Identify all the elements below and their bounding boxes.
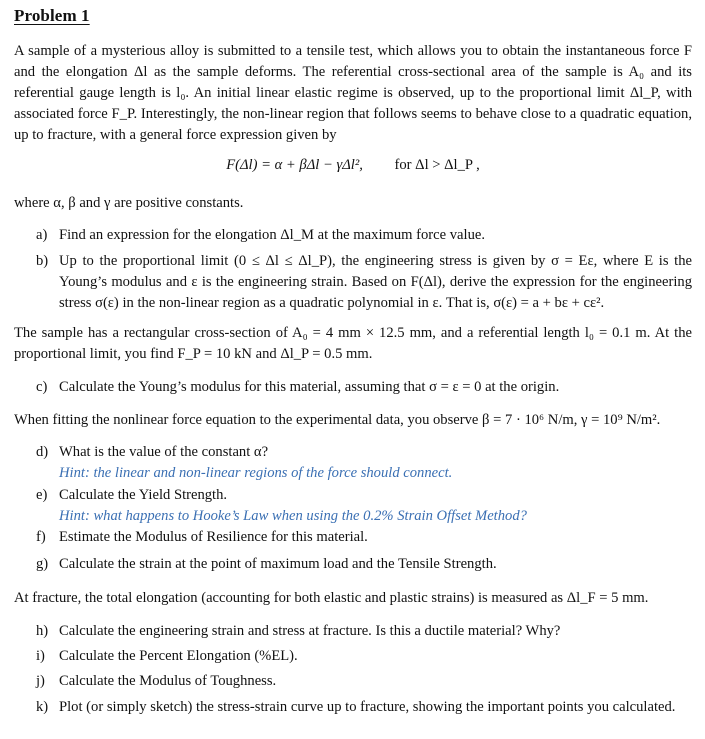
question-text: Calculate the Modulus of Toughness. <box>59 673 277 689</box>
question-body: What is the value of the constant α? <box>59 444 269 460</box>
hint-text: Hint: what happens to Hooke’s Law when using the 0.2% Strain Offset Method? <box>59 508 527 524</box>
sample-paragraph: The sample has a rectangular cross-section of A₀ = 4 mm × 12.5 mm, and a referential length l₀ = 0.1 m. At the proportional limit, you find F_P = 10 kN and Δl_P = 0.5 mm. <box>14 325 692 362</box>
question-text <box>59 442 692 484</box>
question-label: j) <box>36 673 45 689</box>
question-label: a) <box>36 227 48 243</box>
question-text: Find an expression for the elongation Δl_M at the maximum force value. <box>59 227 486 243</box>
question-text: Calculate the Young’s modulus for this material, assuming that σ = ε = 0 at the origin. <box>59 379 560 395</box>
question-label: h) <box>36 623 49 639</box>
force-equation <box>14 157 692 174</box>
question-label: k) <box>36 699 49 715</box>
constants-note: where α, β and γ are positive constants. <box>14 195 244 211</box>
question-body: Calculate the Yield Strength. <box>59 487 228 503</box>
question-label: c) <box>36 379 48 395</box>
question-text: Calculate the strain at the point of maximum load and the Tensile Strength. <box>59 556 497 572</box>
equation-text: F(Δl) = α + βΔl − γΔl², <box>226 157 363 173</box>
equation-condition: for Δl > Δl_P , <box>394 157 480 173</box>
fit-paragraph: When fitting the nonlinear force equation to the experimental data, you observe β = 7 · 10⁶ N/m, γ = 10⁹ N/m². <box>14 412 661 428</box>
intro-paragraph: A sample of a mysterious alloy is submitted to a tensile test, which allows you to obtain the instantaneous force F and the elongation Δl as the sample deforms. The referential cross-sectional area of the sample is A₀ and its referential gauge length is l₀. An initial linear elastic regime is observed, up to the proportional limit Δl_P, with associated force F_P. Interestingly, the non-linear region that follows seems to behave close to a quadratic equation, up to fracture, with a general force expression given by <box>14 43 692 143</box>
question-text: Calculate the Percent Elongation (%EL). <box>59 648 298 664</box>
question-text: Estimate the Modulus of Resilience for this material. <box>59 529 368 545</box>
question-label: e) <box>36 487 48 503</box>
fracture-paragraph: At fracture, the total elongation (accounting for both elastic and plastic strains) is measured as Δl_F = 5 mm. <box>14 590 649 606</box>
question-text <box>59 485 692 527</box>
question-label: i) <box>36 648 45 664</box>
question-label: f) <box>36 529 46 545</box>
hint-text: Hint: the linear and non-linear regions of the force should connect. <box>59 465 453 481</box>
question-label: d) <box>36 444 49 460</box>
problem-title: Problem 1 <box>14 6 90 25</box>
question-text: Up to the proportional limit (0 ≤ Δl ≤ Δl_P), the engineering stress is given by σ = Eε, where E is the Young’s modulus and ε is the engineering strain. Based on F(Δl), derive the expression for the engineering stress σ(ε) in the non-linear region as a quadratic polynomial in ε. That is, σ(ε) = a + bε + cε². <box>59 253 692 311</box>
question-label: b) <box>36 253 49 269</box>
question-label: g) <box>36 556 49 572</box>
question-text: Calculate the engineering strain and stress at fracture. Is this a ductile material? Why? <box>59 623 561 639</box>
question-text: Plot (or simply sketch) the stress-strain curve up to fracture, showing the important points you calculated. <box>59 699 676 715</box>
